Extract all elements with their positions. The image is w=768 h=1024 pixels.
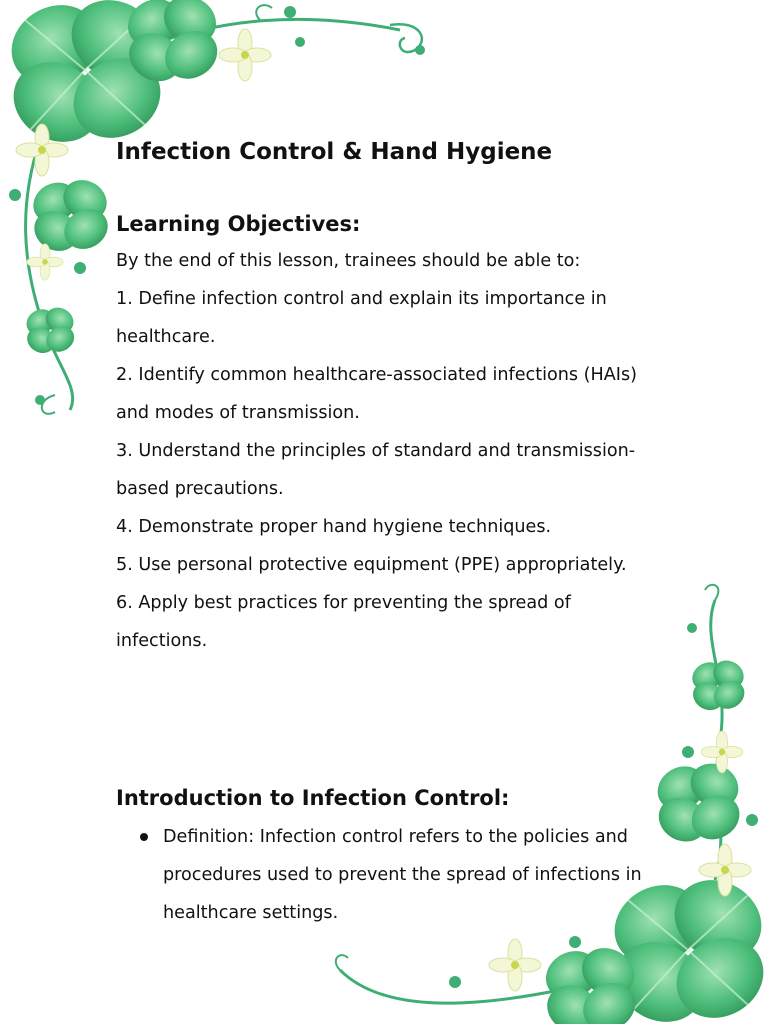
objective-item: 1. Define infection control and explain its importance in healthcare. <box>116 289 607 347</box>
objectives-heading: Learning Objectives: <box>116 212 361 236</box>
document-content <box>116 132 656 923</box>
objective-item: 5. Use personal protective equipment (PPE) appropriately. <box>116 555 627 575</box>
intro-section <box>116 780 656 932</box>
objective-item: 2. Identify common healthcare-associated infections (HAIs) and modes of transmission. <box>116 365 638 423</box>
objective-item: 6. Apply best practices for preventing the spread of infections. <box>116 593 571 651</box>
intro-bullet-text: Definition: Infection control refers to the policies and procedures used to prevent the spread of infections in healthcare settings. <box>163 827 642 923</box>
document-title: Infection Control & Hand Hygiene <box>116 139 553 165</box>
objectives-section <box>116 206 656 660</box>
objective-item: 3. Understand the principles of standard and transmission-based precautions. <box>116 441 636 499</box>
intro-bullet-item <box>116 818 656 932</box>
intro-heading: Introduction to Infection Control: <box>116 786 510 810</box>
intro-bullet-list <box>116 818 656 932</box>
bullet-icon <box>140 833 148 841</box>
objectives-intro: By the end of this lesson, trainees should be able to: <box>116 251 581 271</box>
objective-item: 4. Demonstrate proper hand hygiene techniques. <box>116 517 552 537</box>
